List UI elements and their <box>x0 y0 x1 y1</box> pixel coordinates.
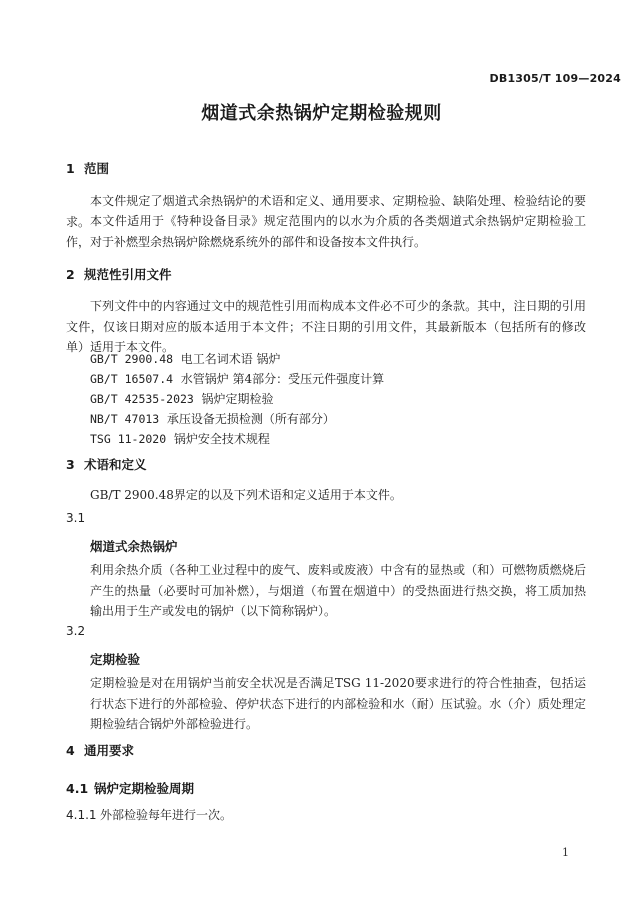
reference-title: 承压设备无损检测（所有部分） <box>166 412 335 426</box>
document-title: 烟道式余热锅炉定期检验规则 <box>201 103 442 124</box>
reference-item <box>90 430 270 447</box>
section-2-number: 2 <box>66 267 75 282</box>
reference-item <box>90 410 335 427</box>
clause-4-1-heading <box>66 779 194 797</box>
section-3-title: 术语和定义 <box>84 457 147 472</box>
term-name: 定期检验 <box>90 652 141 667</box>
term-definition: 定期检验是对在用锅炉当前安全状况是否满足TSG 11-2020要求进行的符合性抽查，包括运行状态下进行的外部检验、停炉状态下进行的内部检验和水（耐）压试验。水（介）质处理定期检验结合锅炉外部检验进行。 <box>90 676 586 731</box>
terms-intro: GB/T 2900.48界定的以及下列术语和定义适用于本文件。 <box>90 488 402 502</box>
normative-intro: 下列文件中的内容通过文中的规范性引用而构成本文件必不可少的条款。其中，注日期的引用文件，仅该日期对应的版本适用于本文件；不注日期的引用文件，其最新版本（包括所有的修改单）适用于本文件。 <box>66 299 586 354</box>
section-4-heading <box>66 741 134 759</box>
section-2-heading <box>66 265 172 283</box>
clause-4-1-1-text: 外部检验每年进行一次。 <box>100 808 233 822</box>
scope-paragraph-2: 本文件适用于《特种设备目录》规定范围内的以水为介质的各类烟道式余热锅炉定期检验工作，对于补燃型余热锅炉除燃烧系统外的部件和设备按本文件执行。 <box>66 214 586 249</box>
clause-4-1-number: 4.1 <box>66 781 89 796</box>
reference-title: 锅炉定期检验 <box>201 392 274 406</box>
section-1-title: 范围 <box>84 161 110 176</box>
section-4-number: 4 <box>66 743 75 758</box>
reference-code: NB/T 47013 <box>90 412 160 426</box>
reference-code: GB/T 42535-2023 <box>90 392 194 406</box>
section-3-heading <box>66 455 147 473</box>
term-definition: 利用余热介质（各种工业过程中的废气、废料或废液）中含有的显热或（和）可燃物质燃烧后产生的热量（必要时可加补燃），与烟道（布置在烟道中）的受热面进行热交换，将工质加热输出用于生产或发电的锅炉（以下简称锅炉）。 <box>90 563 586 618</box>
page-number: 1 <box>562 846 569 859</box>
reference-code: GB/T 16507.4 <box>90 372 174 386</box>
reference-code: TSG 11-2020 <box>90 432 167 446</box>
clause-4-1-1 <box>66 806 232 823</box>
standard-code: DB1305/T 109—2024 <box>489 72 621 85</box>
reference-item <box>90 390 274 407</box>
term-name: 烟道式余热锅炉 <box>90 539 178 554</box>
reference-title: 锅炉安全技术规程 <box>173 432 270 446</box>
scope-paragraph-1: 本文件规定了烟道式余热锅炉的术语和定义、通用要求、定期检验、缺陷处理、检验结论的要求。 <box>66 194 586 229</box>
section-4-title: 通用要求 <box>84 743 135 758</box>
section-2-title: 规范性引用文件 <box>84 267 172 282</box>
section-1-heading <box>66 159 109 177</box>
term-number: 3.2 <box>66 624 86 638</box>
clause-4-1-title: 锅炉定期检验周期 <box>94 781 195 796</box>
section-1-number: 1 <box>66 161 75 176</box>
reference-item <box>90 370 384 387</box>
reference-title: 水管锅炉 第4部分：受压元件强度计算 <box>180 372 385 386</box>
clause-4-1-1-number: 4.1.1 <box>66 808 97 822</box>
reference-code: GB/T 2900.48 <box>90 352 174 366</box>
term-number: 3.1 <box>66 511 86 525</box>
section-3-number: 3 <box>66 457 75 472</box>
reference-item <box>90 350 281 367</box>
reference-title: 电工名词术语 锅炉 <box>180 352 281 366</box>
